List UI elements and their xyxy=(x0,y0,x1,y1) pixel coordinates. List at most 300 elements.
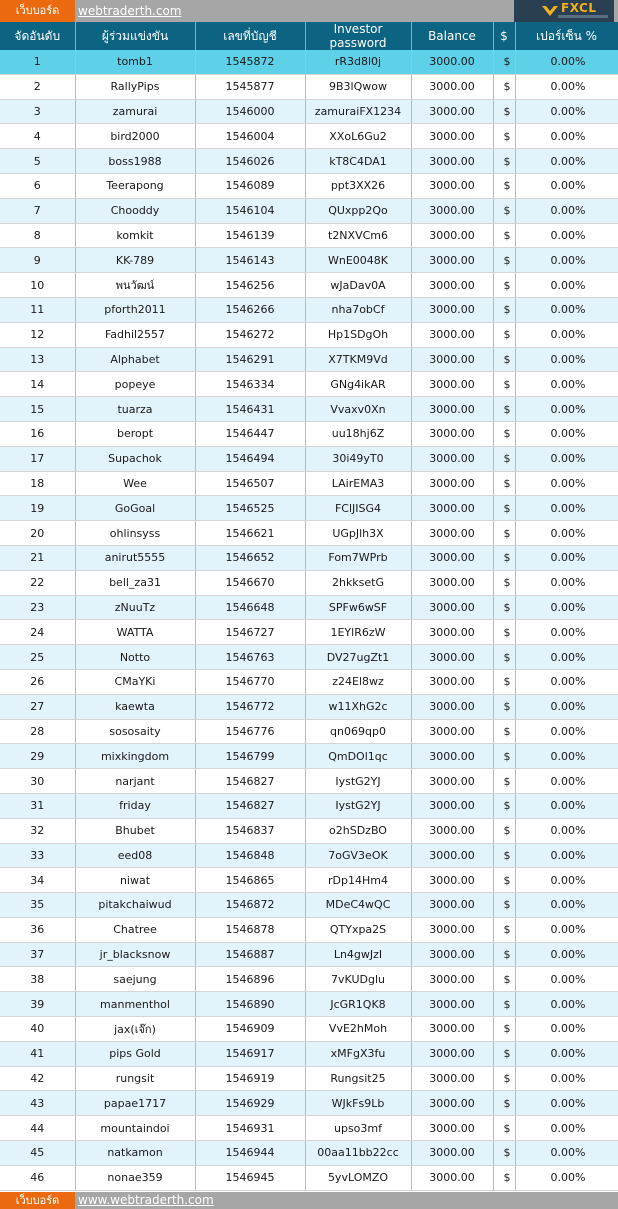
account-cell: 1546878 xyxy=(195,917,305,942)
balance-cell: 3000.00 xyxy=(411,74,493,99)
percent-cell: 0.00% xyxy=(515,297,618,322)
table-row xyxy=(0,645,618,670)
currency-cell: $ xyxy=(493,248,515,273)
balance-cell: 3000.00 xyxy=(411,620,493,645)
balance-cell: 3000.00 xyxy=(411,942,493,967)
password-cell: nha7obCf xyxy=(305,297,411,322)
participant-cell: KK-789 xyxy=(75,248,195,273)
col-account: เลขที่บัญชี xyxy=(195,22,305,50)
account-cell: 1546507 xyxy=(195,471,305,496)
account-cell: 1546139 xyxy=(195,223,305,248)
balance-cell: 3000.00 xyxy=(411,1165,493,1190)
table-row xyxy=(0,198,618,223)
rank-cell: 10 xyxy=(0,273,75,298)
table-row xyxy=(0,917,618,942)
percent-cell: 0.00% xyxy=(515,545,618,570)
account-cell: 1546447 xyxy=(195,421,305,446)
participant-cell: bird2000 xyxy=(75,124,195,149)
table-row xyxy=(0,669,618,694)
currency-cell: $ xyxy=(493,1041,515,1066)
currency-cell: $ xyxy=(493,521,515,546)
participant-cell: Teerapong xyxy=(75,173,195,198)
account-cell: 1546770 xyxy=(195,669,305,694)
percent-cell: 0.00% xyxy=(515,1091,618,1116)
participant-cell: zNuuTz xyxy=(75,595,195,620)
percent-cell: 0.00% xyxy=(515,471,618,496)
balance-cell: 3000.00 xyxy=(411,124,493,149)
account-cell: 1546431 xyxy=(195,397,305,422)
password-cell: Ln4gwJzI xyxy=(305,942,411,967)
percent-cell: 0.00% xyxy=(515,570,618,595)
percent-cell: 0.00% xyxy=(515,322,618,347)
password-cell: SPFw6wSF xyxy=(305,595,411,620)
account-cell: 1546909 xyxy=(195,1017,305,1042)
password-cell: rR3d8l0j xyxy=(305,50,411,74)
table-row xyxy=(0,893,618,918)
balance-cell: 3000.00 xyxy=(411,322,493,347)
percent-cell: 0.00% xyxy=(515,694,618,719)
currency-cell: $ xyxy=(493,322,515,347)
account-cell: 1546772 xyxy=(195,694,305,719)
rank-cell: 18 xyxy=(0,471,75,496)
participant-cell: Chooddy xyxy=(75,198,195,223)
password-cell: JcGR1QK8 xyxy=(305,992,411,1017)
table-row xyxy=(0,521,618,546)
table-row xyxy=(0,545,618,570)
password-cell: LAirEMA3 xyxy=(305,471,411,496)
rank-cell: 36 xyxy=(0,917,75,942)
participant-cell: tuarza xyxy=(75,397,195,422)
percent-cell: 0.00% xyxy=(515,1141,618,1166)
account-cell: 1546945 xyxy=(195,1165,305,1190)
percent-cell: 0.00% xyxy=(515,124,618,149)
password-cell: IystG2YJ xyxy=(305,769,411,794)
currency-cell: $ xyxy=(493,173,515,198)
participant-cell: pips Gold xyxy=(75,1041,195,1066)
table-row xyxy=(0,74,618,99)
currency-cell: $ xyxy=(493,893,515,918)
rank-cell: 12 xyxy=(0,322,75,347)
participant-cell: nonae359 xyxy=(75,1165,195,1190)
percent-cell: 0.00% xyxy=(515,843,618,868)
percent-cell: 0.00% xyxy=(515,1041,618,1066)
col-investor-password: Investor password xyxy=(305,22,411,50)
table-row xyxy=(0,1116,618,1141)
percent-cell: 0.00% xyxy=(515,818,618,843)
participant-cell: RallyPips xyxy=(75,74,195,99)
password-cell: QmDOl1qc xyxy=(305,744,411,769)
balance-cell: 3000.00 xyxy=(411,893,493,918)
participant-cell: WATTA xyxy=(75,620,195,645)
account-cell: 1546872 xyxy=(195,893,305,918)
balance-cell: 3000.00 xyxy=(411,1041,493,1066)
percent-cell: 0.00% xyxy=(515,273,618,298)
col-percent: เปอร์เซ็น % xyxy=(515,22,618,50)
password-cell: ppt3XX26 xyxy=(305,173,411,198)
password-cell: UGpJlh3X xyxy=(305,521,411,546)
table-row xyxy=(0,620,618,645)
balance-cell: 3000.00 xyxy=(411,769,493,794)
participant-cell: boss1988 xyxy=(75,149,195,174)
table-row xyxy=(0,421,618,446)
percent-cell: 0.00% xyxy=(515,521,618,546)
logo-tagline xyxy=(558,15,608,18)
account-cell: 1546799 xyxy=(195,744,305,769)
balance-cell: 3000.00 xyxy=(411,297,493,322)
balance-cell: 3000.00 xyxy=(411,173,493,198)
rank-cell: 25 xyxy=(0,645,75,670)
currency-cell: $ xyxy=(493,1116,515,1141)
table-header-row xyxy=(0,22,618,50)
logo-text: FXCL xyxy=(561,1,597,15)
account-cell: 1546143 xyxy=(195,248,305,273)
balance-cell: 3000.00 xyxy=(411,793,493,818)
account-cell: 1546652 xyxy=(195,545,305,570)
table-row xyxy=(0,719,618,744)
account-cell: 1546104 xyxy=(195,198,305,223)
balance-cell: 3000.00 xyxy=(411,421,493,446)
balance-cell: 3000.00 xyxy=(411,273,493,298)
percent-cell: 0.00% xyxy=(515,769,618,794)
percent-cell: 0.00% xyxy=(515,347,618,372)
rank-cell: 31 xyxy=(0,793,75,818)
participant-cell: sososaity xyxy=(75,719,195,744)
currency-cell: $ xyxy=(493,1017,515,1042)
balance-cell: 3000.00 xyxy=(411,446,493,471)
rank-cell: 29 xyxy=(0,744,75,769)
balance-cell: 3000.00 xyxy=(411,223,493,248)
password-cell: wJaDav0A xyxy=(305,273,411,298)
rank-cell: 30 xyxy=(0,769,75,794)
table-row xyxy=(0,149,618,174)
currency-cell: $ xyxy=(493,446,515,471)
password-cell: uu18hj6Z xyxy=(305,421,411,446)
participant-cell: pitakchaiwud xyxy=(75,893,195,918)
rank-cell: 23 xyxy=(0,595,75,620)
account-cell: 1546763 xyxy=(195,645,305,670)
password-cell: 7oGV3eOK xyxy=(305,843,411,868)
currency-cell: $ xyxy=(493,917,515,942)
participant-cell: narjant xyxy=(75,769,195,794)
balance-cell: 3000.00 xyxy=(411,198,493,223)
password-cell: QTYxpa2S xyxy=(305,917,411,942)
rank-cell: 2 xyxy=(0,74,75,99)
account-cell: 1545877 xyxy=(195,74,305,99)
currency-cell: $ xyxy=(493,645,515,670)
account-cell: 1546291 xyxy=(195,347,305,372)
account-cell: 1546887 xyxy=(195,942,305,967)
password-cell: 5yvLOMZO xyxy=(305,1165,411,1190)
account-cell: 1546000 xyxy=(195,99,305,124)
password-cell: qn069qp0 xyxy=(305,719,411,744)
table-row xyxy=(0,843,618,868)
currency-cell: $ xyxy=(493,843,515,868)
rank-cell: 15 xyxy=(0,397,75,422)
table-row xyxy=(0,744,618,769)
account-cell: 1546272 xyxy=(195,322,305,347)
percent-cell: 0.00% xyxy=(515,372,618,397)
table-row xyxy=(0,694,618,719)
participant-cell: Fadhil2557 xyxy=(75,322,195,347)
balance-cell: 3000.00 xyxy=(411,595,493,620)
rank-cell: 9 xyxy=(0,248,75,273)
rank-cell: 38 xyxy=(0,967,75,992)
table-row xyxy=(0,1017,618,1042)
percent-cell: 0.00% xyxy=(515,893,618,918)
participant-cell: jax(เจ๊ก) xyxy=(75,1017,195,1042)
password-cell: XXoL6Gu2 xyxy=(305,124,411,149)
table-row xyxy=(0,397,618,422)
balance-cell: 3000.00 xyxy=(411,744,493,769)
percent-cell: 0.00% xyxy=(515,620,618,645)
currency-cell: $ xyxy=(493,421,515,446)
currency-cell: $ xyxy=(493,496,515,521)
table-row xyxy=(0,1066,618,1091)
percent-cell: 0.00% xyxy=(515,421,618,446)
participant-cell: bell_za31 xyxy=(75,570,195,595)
table-row xyxy=(0,372,618,397)
currency-cell: $ xyxy=(493,992,515,1017)
ranking-table xyxy=(0,22,618,1191)
currency-cell: $ xyxy=(493,595,515,620)
balance-cell: 3000.00 xyxy=(411,992,493,1017)
currency-cell: $ xyxy=(493,769,515,794)
rank-cell: 17 xyxy=(0,446,75,471)
table-row xyxy=(0,471,618,496)
participant-cell: komkit xyxy=(75,223,195,248)
account-cell: 1546865 xyxy=(195,868,305,893)
currency-cell: $ xyxy=(493,1091,515,1116)
table-row xyxy=(0,1165,618,1190)
rank-cell: 20 xyxy=(0,521,75,546)
account-cell: 1546919 xyxy=(195,1066,305,1091)
password-cell: 9B3lQwow xyxy=(305,74,411,99)
account-cell: 1546727 xyxy=(195,620,305,645)
account-cell: 1546931 xyxy=(195,1116,305,1141)
percent-cell: 0.00% xyxy=(515,595,618,620)
password-cell: DV27ugZt1 xyxy=(305,645,411,670)
balance-cell: 3000.00 xyxy=(411,645,493,670)
account-cell: 1545872 xyxy=(195,50,305,74)
currency-cell: $ xyxy=(493,1141,515,1166)
password-cell: GNg4ikAR xyxy=(305,372,411,397)
currency-cell: $ xyxy=(493,99,515,124)
rank-cell: 7 xyxy=(0,198,75,223)
balance-cell: 3000.00 xyxy=(411,967,493,992)
password-cell: 00aa11bb22cc xyxy=(305,1141,411,1166)
participant-cell: mountaindoi xyxy=(75,1116,195,1141)
rank-cell: 16 xyxy=(0,421,75,446)
rank-cell: 19 xyxy=(0,496,75,521)
percent-cell: 0.00% xyxy=(515,173,618,198)
rank-cell: 28 xyxy=(0,719,75,744)
table-row xyxy=(0,793,618,818)
table-row xyxy=(0,223,618,248)
balance-cell: 3000.00 xyxy=(411,917,493,942)
webboard-tag: เว็บบอร์ด xyxy=(0,0,75,22)
account-cell: 1546827 xyxy=(195,793,305,818)
percent-cell: 0.00% xyxy=(515,719,618,744)
password-cell: 30i49yT0 xyxy=(305,446,411,471)
password-cell: Rungsit25 xyxy=(305,1066,411,1091)
currency-cell: $ xyxy=(493,868,515,893)
password-cell: 2hkksetG xyxy=(305,570,411,595)
account-cell: 1546670 xyxy=(195,570,305,595)
top-bar xyxy=(0,0,618,22)
balance-cell: 3000.00 xyxy=(411,719,493,744)
rank-cell: 34 xyxy=(0,868,75,893)
currency-cell: $ xyxy=(493,372,515,397)
rank-cell: 26 xyxy=(0,669,75,694)
rank-cell: 21 xyxy=(0,545,75,570)
currency-cell: $ xyxy=(493,818,515,843)
table-row xyxy=(0,992,618,1017)
account-cell: 1546896 xyxy=(195,967,305,992)
table-row xyxy=(0,99,618,124)
password-cell: kT8C4DA1 xyxy=(305,149,411,174)
currency-cell: $ xyxy=(493,620,515,645)
percent-cell: 0.00% xyxy=(515,74,618,99)
rank-cell: 11 xyxy=(0,297,75,322)
currency-cell: $ xyxy=(493,719,515,744)
table-row xyxy=(0,769,618,794)
account-cell: 1546848 xyxy=(195,843,305,868)
rank-cell: 42 xyxy=(0,1066,75,1091)
currency-cell: $ xyxy=(493,967,515,992)
participant-cell: Supachok xyxy=(75,446,195,471)
password-cell: QUxpp2Qo xyxy=(305,198,411,223)
balance-cell: 3000.00 xyxy=(411,149,493,174)
rank-cell: 44 xyxy=(0,1116,75,1141)
participant-cell: ohlinsyss xyxy=(75,521,195,546)
currency-cell: $ xyxy=(493,347,515,372)
currency-cell: $ xyxy=(493,942,515,967)
percent-cell: 0.00% xyxy=(515,793,618,818)
table-row xyxy=(0,297,618,322)
password-cell: FClJISG4 xyxy=(305,496,411,521)
rank-cell: 4 xyxy=(0,124,75,149)
participant-cell: eed08 xyxy=(75,843,195,868)
table-row xyxy=(0,322,618,347)
percent-cell: 0.00% xyxy=(515,868,618,893)
table-row xyxy=(0,1041,618,1066)
password-cell: WJkFs9Lb xyxy=(305,1091,411,1116)
fxcl-wing-icon xyxy=(541,3,559,19)
participant-cell: พนวัฒน์ xyxy=(75,273,195,298)
balance-cell: 3000.00 xyxy=(411,471,493,496)
password-cell: w11XhG2c xyxy=(305,694,411,719)
table-body xyxy=(0,50,618,1190)
password-cell: Hp1SDgOh xyxy=(305,322,411,347)
table-row xyxy=(0,496,618,521)
col-balance: Balance xyxy=(411,22,493,50)
password-cell: MDeC4wQC xyxy=(305,893,411,918)
currency-cell: $ xyxy=(493,471,515,496)
account-cell: 1546648 xyxy=(195,595,305,620)
col-participant: ผู้ร่วมแข่งขัน xyxy=(75,22,195,50)
table-row xyxy=(0,868,618,893)
password-cell: zamuraiFX1234 xyxy=(305,99,411,124)
table-row xyxy=(0,273,618,298)
table-row xyxy=(0,124,618,149)
percent-cell: 0.00% xyxy=(515,446,618,471)
balance-cell: 3000.00 xyxy=(411,868,493,893)
account-cell: 1546089 xyxy=(195,173,305,198)
percent-cell: 0.00% xyxy=(515,645,618,670)
rank-cell: 14 xyxy=(0,372,75,397)
rank-cell: 46 xyxy=(0,1165,75,1190)
table-row xyxy=(0,347,618,372)
percent-cell: 0.00% xyxy=(515,223,618,248)
account-cell: 1546917 xyxy=(195,1041,305,1066)
percent-cell: 0.00% xyxy=(515,1066,618,1091)
site-link-footer[interactable]: www.webtraderth.com xyxy=(78,1192,214,1207)
participant-cell: saejung xyxy=(75,967,195,992)
account-cell: 1546004 xyxy=(195,124,305,149)
rank-cell: 43 xyxy=(0,1091,75,1116)
currency-cell: $ xyxy=(493,669,515,694)
site-link[interactable]: webtraderth.com xyxy=(78,4,182,18)
rank-cell: 37 xyxy=(0,942,75,967)
percent-cell: 0.00% xyxy=(515,397,618,422)
rank-cell: 24 xyxy=(0,620,75,645)
table-row xyxy=(0,248,618,273)
password-cell: xMFgX3fu xyxy=(305,1041,411,1066)
rank-cell: 32 xyxy=(0,818,75,843)
currency-cell: $ xyxy=(493,793,515,818)
participant-cell: pforth2011 xyxy=(75,297,195,322)
rank-cell: 45 xyxy=(0,1141,75,1166)
balance-cell: 3000.00 xyxy=(411,570,493,595)
percent-cell: 0.00% xyxy=(515,248,618,273)
balance-cell: 3000.00 xyxy=(411,545,493,570)
currency-cell: $ xyxy=(493,744,515,769)
currency-cell: $ xyxy=(493,223,515,248)
balance-cell: 3000.00 xyxy=(411,694,493,719)
table-row xyxy=(0,50,618,74)
currency-cell: $ xyxy=(493,74,515,99)
rank-cell: 33 xyxy=(0,843,75,868)
participant-cell: jr_blacksnow xyxy=(75,942,195,967)
participant-cell: GoGoal xyxy=(75,496,195,521)
participant-cell: papae1717 xyxy=(75,1091,195,1116)
balance-cell: 3000.00 xyxy=(411,1116,493,1141)
table-row xyxy=(0,173,618,198)
balance-cell: 3000.00 xyxy=(411,669,493,694)
password-cell: VvE2hMoh xyxy=(305,1017,411,1042)
balance-cell: 3000.00 xyxy=(411,1091,493,1116)
rank-cell: 40 xyxy=(0,1017,75,1042)
account-cell: 1546621 xyxy=(195,521,305,546)
currency-cell: $ xyxy=(493,1165,515,1190)
rank-cell: 13 xyxy=(0,347,75,372)
rank-cell: 22 xyxy=(0,570,75,595)
balance-cell: 3000.00 xyxy=(411,818,493,843)
password-cell: 1EYlR6zW xyxy=(305,620,411,645)
participant-cell: manmenthol xyxy=(75,992,195,1017)
currency-cell: $ xyxy=(493,273,515,298)
account-cell: 1546837 xyxy=(195,818,305,843)
account-cell: 1546026 xyxy=(195,149,305,174)
participant-cell: zamurai xyxy=(75,99,195,124)
col-currency: $ xyxy=(493,22,515,50)
rank-cell: 5 xyxy=(0,149,75,174)
balance-cell: 3000.00 xyxy=(411,397,493,422)
password-cell: upso3mf xyxy=(305,1116,411,1141)
currency-cell: $ xyxy=(493,297,515,322)
participant-cell: niwat xyxy=(75,868,195,893)
account-cell: 1546494 xyxy=(195,446,305,471)
